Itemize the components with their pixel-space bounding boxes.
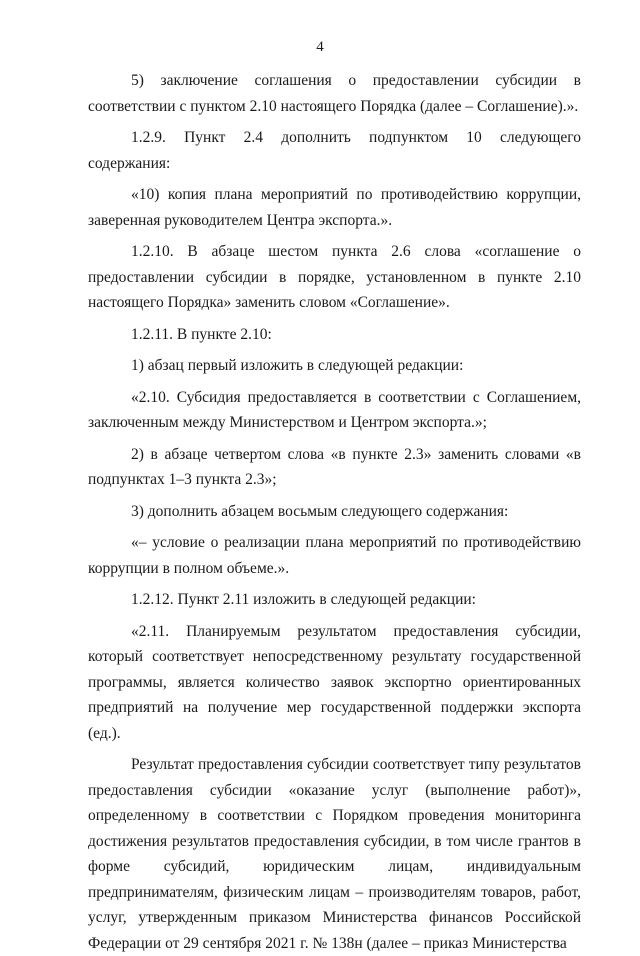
- paragraph-1-2-11-item-3: 3) дополнить абзацем восьмым следующего содержания:: [131, 502, 509, 520]
- paragraph-1-2-10: 1.2.10. В абзаце шестом пункта 2.6 слова «соглашение о предоставлении субсидии в порядке, установленном в пункте 2.10 настоящего Порядка» заменить словом «Соглашение».: [88, 243, 581, 311]
- paragraph-1-2-9: 1.2.9. Пункт 2.4 дополнить подпунктом 10 следующего содержания:: [88, 129, 581, 172]
- paragraph-1-2-11-item-2: 2) в абзаце четвертом слова «в пункте 2.3» заменить словами «в подпунктах 1–3 пункта 2.3»;: [88, 445, 581, 488]
- paragraph-1-2-11: 1.2.11. В пункте 2.10:: [131, 325, 272, 343]
- paragraph-result-type: Результат предоставления субсидии соответствует типу результатов предоставления субсидии «оказание услуг (выполнение работ)», определенному в соответствии с Порядком проведения мониторинга достижения результатов предоставления субсидии, в том числе грантов в форме субсидий, юридическим лицам, индивидуальным предпринимателям, физическим лицам – производителям товаров, работ, услуг, утвержденным приказом Министерства финансов Российской Федерации от 29 сентября 2021 г. № 138н (далее – приказ Министерства: [88, 756, 581, 952]
- paragraph-1-2-12: 1.2.12. Пункт 2.11 изложить в следующей редакции:: [131, 591, 476, 608]
- paragraph-2-11-planned-result: «2.11. Планируемым результатом предоставления субсидии, который соответствует непосредственному результату государственной программы, является количество заявок экспортно ориентированных предприятий на получение мер государственной поддержки экспорта (ед.).: [88, 622, 581, 742]
- paragraph-2-10-subsidy: «2.10. Субсидия предоставляется в соответствии с Соглашением, заключенным между Министерством и Центром экспорта.»;: [88, 388, 581, 431]
- paragraph-item-10-anticorruption: «10) копия плана мероприятий по противодействию коррупции, заверенная руководителем Центра экспорта.».: [88, 186, 581, 229]
- paragraph-1-2-11-item-1: 1) абзац первый изложить в следующей редакции:: [131, 357, 464, 374]
- page-number: 4: [316, 39, 324, 55]
- paragraph-condition-anticorruption: «– условие о реализации плана мероприятий по противодействию коррупции в полном объеме.».: [88, 534, 581, 577]
- document-body: [88, 68, 581, 956]
- paragraph-item-5-conclusion: 5) заключение соглашения о предоставлении субсидии в соответствии с пунктом 2.10 настоящего Порядка (далее – Соглашение).».: [88, 72, 581, 115]
